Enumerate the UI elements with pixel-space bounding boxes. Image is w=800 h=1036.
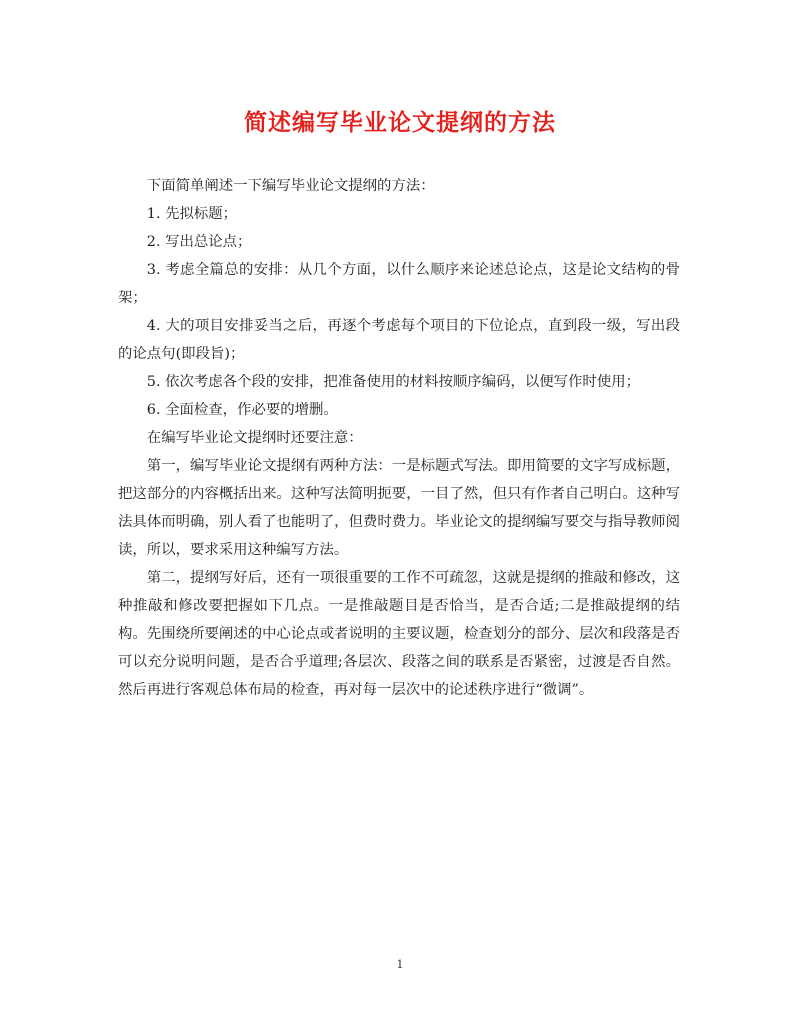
list-item-4: 4. 大的项目安排妥当之后，再逐个考虑每个项目的下位论点，直到段一级，写出段的论点句(即段旨)；: [118, 318, 680, 362]
intro-paragraph: 下面简单阐述一下编写毕业论文提纲的方法：: [146, 178, 435, 194]
notice-heading: 在编写毕业论文提纲时还要注意：: [146, 430, 363, 446]
page-number: 1: [396, 958, 404, 971]
document-body: [118, 172, 680, 704]
document-title: 简述编写毕业论文提纲的方法: [244, 109, 556, 136]
list-item-2: 2. 写出总论点；: [146, 234, 252, 250]
paragraph-second: 第二，提纲写好后，还有一项很重要的工作不可疏忽，这就是提纲的推敲和修改，这种推敲和修改要把握如下几点。一是推敲题目是否恰当，是否合适;二是推敲提纲的结构。先围绕所要阐述的中心论点或者说明的主要议题，检查划分的部分、层次和段落是否可以充分说明问题，是否合乎道理;各层次、段落之间的联系是否紧密，过渡是否自然。然后再进行客观总体布局的检查，再对每一层次中的论述秩序进行“微调”。: [118, 570, 680, 698]
list-item-3: 3. 考虑全篇总的安排：从几个方面，以什么顺序来论述总论点，这是论文结构的骨架；: [118, 262, 680, 306]
paragraph-first: 第一，编写毕业论文提纲有两种方法：一是标题式写法。即用简要的文字写成标题，把这部分的内容概括出来。这种写法简明扼要，一目了然，但只有作者自己明白。这种写法具体而明确，别人看了也能明了，但费时费力。毕业论文的提纲编写要交与指导教师阅读，所以，要求采用这种编写方法。: [118, 458, 680, 558]
list-item-1: 1. 先拟标题；: [146, 206, 238, 222]
list-item-6: 6. 全面检查，作必要的增删。: [146, 402, 338, 418]
list-item-5: 5. 依次考虑各个段的安排，把准备使用的材料按顺序编码，以便写作时使用；: [146, 374, 640, 390]
